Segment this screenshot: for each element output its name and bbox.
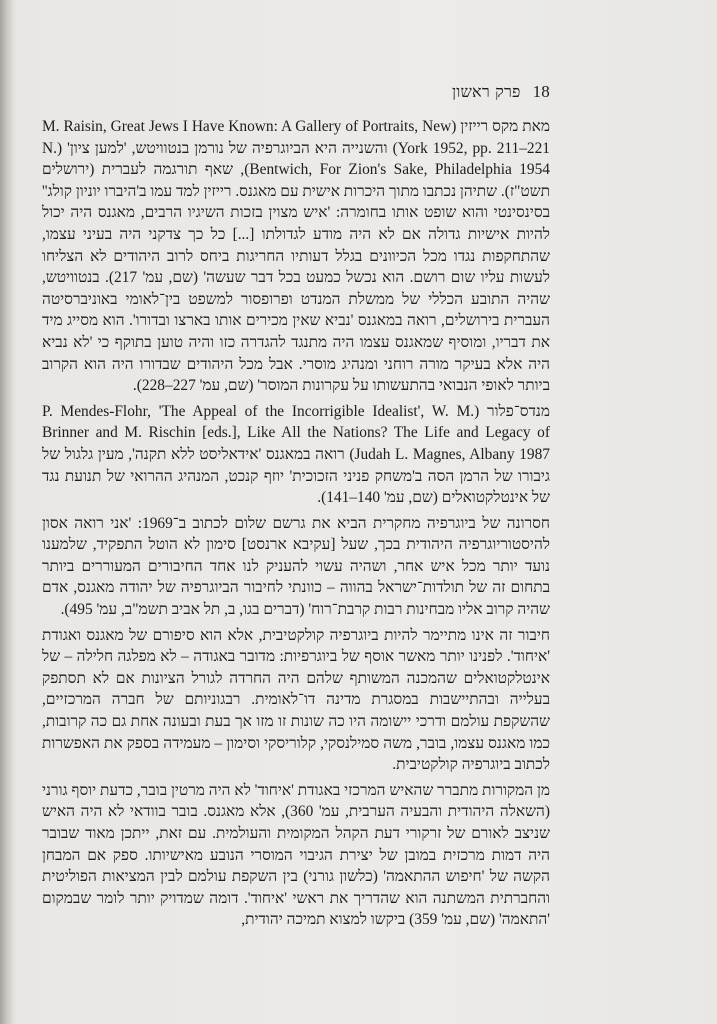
- footnote-paragraph: חסרונה של ביוגרפיה מחקרית הביא את גרשם שלום לכתוב ב־1969: 'אני רואה אסון להיסטוריוגרפיה היהודית בכך, שעל [עקיבא ארנסט] סימון לא הוטל התפקיד, שלמענו נועד יותר מכל איש אחר, ושהיה עשוי להעניק לנו אחד החיבורים המעוררים ביותר בתחום זה של תולדות־ישראל בהווה – כוונתי לחיבור הביוגרפיה של יהודה מאגנס, אדם שהיה קרוב אליו מבחינות רבות קרבת־רוח' (דברים בגו, ב, תל אביב תשמ"ב, עמ' 495).: [42, 514, 550, 619]
- footnote-paragraph: מן המקורות מתברר שהאיש המרכזי באגודת 'איחוד' לא היה מרטין בובר, כדעת יוסף גורני (השאלה היהודית והבעיה הערבית, עמ' 360), אלא מאגנס. בובר בוודאי לא היה האיש שניצב לאורם של זרקורי דעת הקהל המקומית והעולמית. עם זאת, ייתכן מאוד שבובר היה דמות מרכזית במובן של יצירת הגיבוי המוסרי הנובע מאישיותו. ספק אם המבחן הקשה של 'חיפוש ההתאמה' (כלשון גורני) בין השקפת עולמם לבין המציאות הפוליטית והחברתית המשתנה הוא שהדריך את ראשי 'איחוד'. דומה שמדויק יותר לומר שבמקום 'התאמה' (שם, עמ' 359) ביקשו למצוא תמיכה יהודית,: [42, 781, 550, 929]
- footnote-paragraph: חיבור זה אינו מתיימר להיות ביוגרפיה קולקטיבית, אלא הוא סיפורם של מאגנס ואגודת 'איחוד'. לפנינו יותר מאשר אוסף של ביוגרפיות: מדובר באגודה – לא מפלגה חלילה – של אינטלקטואלים שהמכנה המשותף שלהם היה החרדה לגורל הציונות אם לא תסתפק בעלייה ובהתיישבות במסגרת מדינה דו־לאומית. רבגוניותם של חברה המרכזיים, שהשקפת עולמם ודרכי יישומה היו כה שונות זו מזו אך בעת ובעונה אחת גם כה קרובות, כמו מאגנס עצמו, בובר, משה סמילנסקי, קלוריסקי וסימון – מעמידה בספק את האפשרות לכתוב ביוגרפיה קולקטיבית.: [42, 626, 550, 774]
- page-gutter-shadow: [0, 0, 14, 1024]
- running-header: [42, 82, 550, 102]
- footnote-paragraph: מאת מקס רייזין (M. Raisin, Great Jews I Have Known: A Gallery of Portraits, New York 1952, pp. 211–221) והשנייה היא הביוגרפיה של נורמן בנטוויטש, 'למען ציון' (N. Bentwich, For Zion's Sake, Philadelphia 1954), שאף תורגמה לעברית (ירושלים תשט"ז). שתיהן נכתבו מתוך היכרות אישית עם מאגנס. רייזין למד עמו ב'היברו יוניון קולג'' בסינסינטי והוא שופט אותו בחומרה: 'איש מצוין בזכות השיגיו הרבים, מאגנס היה יכול להיות אישיות גדולה אם לא היה מודע לגדולתו [...] כל כך צדקני היה בעיני עצמו, שהתחקפות נגדו מכל הכיוונים בגלל דעותיו החריגות ביחס לרוב היהודים לא הצליחו לעשות עליו שום רושם. הוא נכשל כמעט בכל דבר שעשה' (שם, עמ' 217). בנטוויטש, שהיה התובע הכללי של ממשלת המנדט ופרופסור למשפט בין־לאומי באוניברסיטה העברית בירושלים, רואה במאגנס 'נביא שאין מכירים אותו בארצו ובדורו'. הוא מסייג מיד את דבריו, ומוסיף שמאגנס עצמו היה מתנגד להגדרה כזו והיה טוען בתוקף כי 'לא נביא היה אלא בעיקר מורה רוחני ומנהיג מוסרי. אבל מכל היהודים שבדורו היה הוא הקרוב ביותר לאופי הנבואי בהתעשותו על עקרונות המוסר' (שם, עמ' 227–228).: [41, 118, 550, 395]
- chapter-title: פרק ראשון: [451, 82, 521, 101]
- footnote-paragraph: מנדס־פלור (P. Mendes-Flohr, 'The Appeal of the Incorrigible Idealist', W. M. Brinner and M. Rischin [eds.], Like All the Nations? The Life and Legacy of Judah L. Magnes, Albany 1987) רואה במאגנס 'אידאליסט ללא תקנה', מעין גלגול של גיבורו של הרמן הסה ב'משחק פניני הזכוכית' יוזף קנכט, המנהיג ההרואי של תנועת נגד של אינטלקטואלים (שם, עמ' 140–141).: [42, 402, 550, 507]
- page-body: [42, 116, 550, 935]
- page-number: 18: [532, 82, 550, 101]
